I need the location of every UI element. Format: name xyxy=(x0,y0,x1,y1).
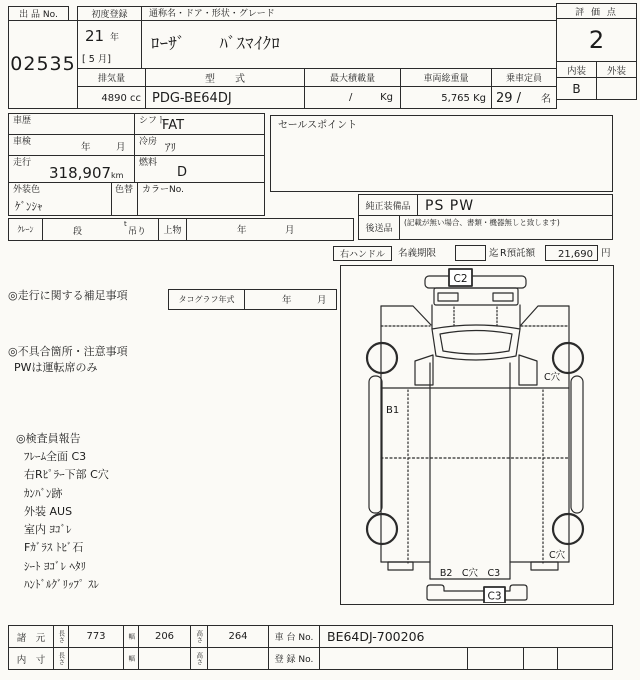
spec-length: 773 xyxy=(86,631,106,642)
vehicle-name-label: 通称名・ドア・形状・グレード xyxy=(149,9,275,19)
side-rail-left xyxy=(369,376,382,513)
inner-row-label-cell xyxy=(8,647,54,670)
model-code-label-box xyxy=(145,68,305,87)
after-sent-note-box xyxy=(399,215,613,240)
lot-number-box xyxy=(8,20,78,109)
score-value: 2 xyxy=(588,26,605,54)
interior-grade: B xyxy=(572,81,581,96)
crane-dan-label: 段 xyxy=(73,227,83,237)
first-registration-box xyxy=(77,20,142,69)
center-section-lines xyxy=(430,363,510,579)
shift-value: FAT xyxy=(162,118,185,133)
payload-label-box xyxy=(304,68,401,87)
rear-bumper-grade-label: C3 xyxy=(487,590,502,603)
displacement-value: 4890 cc xyxy=(101,93,141,104)
chassis-value-cell xyxy=(319,625,613,648)
tachograph-label: タコグラフ年式 xyxy=(178,295,235,304)
spec-width-cell xyxy=(138,625,191,648)
after-sent-label: 後送品 xyxy=(365,224,393,234)
registration-label-cell xyxy=(268,647,320,670)
capacity-value: 29 / xyxy=(496,91,522,106)
body-year-unit: 年 xyxy=(237,225,247,236)
model-code-box xyxy=(145,86,305,109)
left-side-damage-label: B1 xyxy=(386,405,400,416)
inspector-line: 室内 ﾖｺﾞﾚ xyxy=(24,523,72,536)
front-bumper-grade-label: C2 xyxy=(453,273,468,285)
spec-length-label-cell xyxy=(53,625,69,648)
displacement-label: 排気量 xyxy=(97,74,125,84)
first-registration-label: 初度登録 xyxy=(91,10,128,20)
score-box xyxy=(556,18,637,62)
spec-row-label: 諸 元 xyxy=(16,632,46,644)
payload-box xyxy=(304,86,401,109)
mud-flap-left xyxy=(388,562,413,570)
bus-diagram xyxy=(341,266,612,603)
steering-label: 右ハンドル xyxy=(339,250,385,260)
defects-title: ◎不具合箇所・注意事項 xyxy=(8,345,128,358)
exterior-color-cell xyxy=(8,182,112,216)
body-structure-label-cell xyxy=(158,218,187,241)
wheel-rear-right xyxy=(553,514,583,544)
payload-unit: Kg xyxy=(380,92,393,103)
registration-extra-cell xyxy=(467,647,524,670)
first-registration-year-unit: 年 xyxy=(110,33,120,43)
score-label-box xyxy=(556,3,637,19)
body-side-lines xyxy=(381,306,569,562)
tachograph-year-unit: 年 xyxy=(282,295,292,306)
interior-label: 内装 xyxy=(566,65,586,77)
damage-diagram-box xyxy=(340,265,614,605)
inspector-title: ◎検査員報告 xyxy=(16,432,81,445)
after-sent-note: (記載が無い場合、書類・機器無しと致します) xyxy=(404,218,560,227)
inner-length-cell xyxy=(68,647,124,670)
body-dotted-lines xyxy=(408,390,543,563)
mileage-label: 走行 xyxy=(13,158,32,168)
body-structure-label: 上物 xyxy=(163,226,182,236)
front-panel-shape xyxy=(434,288,518,305)
side-rail-right xyxy=(571,376,583,513)
crane-label-cell xyxy=(8,218,43,241)
first-registration-label-box xyxy=(77,6,142,21)
crane-tsuri-label: 吊り xyxy=(128,227,147,237)
height-label: 高さ xyxy=(195,652,204,665)
gvw-label: 車両総重量 xyxy=(423,74,469,84)
until-label: 迄 xyxy=(489,248,499,259)
ownership-deadline-label: 名義期限 xyxy=(398,248,437,259)
height-label: 高さ xyxy=(195,630,204,643)
width-label: 幅 xyxy=(127,633,136,640)
inspector-line: ｼｰﾄ ﾖｺﾞﾚ ﾍﾀﾘ xyxy=(24,560,86,573)
equipment-label-box xyxy=(358,194,418,216)
ac-value: ｱﾘ xyxy=(165,141,176,154)
equipment-value: PS PW xyxy=(425,198,475,214)
capacity-label: 乗車定員 xyxy=(505,74,542,84)
crane-label: ｸﾚｰﾝ xyxy=(17,225,34,234)
spec-height: 264 xyxy=(228,631,248,642)
crane-spec-cell xyxy=(42,218,159,241)
ac-label: 冷房 xyxy=(139,137,158,147)
mileage-unit: km xyxy=(111,171,124,180)
color-no-label: カラーNo. xyxy=(142,185,184,195)
inner-height-cell xyxy=(207,647,269,670)
displacement-box xyxy=(77,86,146,109)
sales-point-box xyxy=(270,115,613,192)
first-registration-year: 21 xyxy=(85,27,105,45)
spec-height-cell xyxy=(207,625,269,648)
spec-width: 206 xyxy=(154,631,175,642)
inner-width-cell xyxy=(138,647,191,670)
right-rear-damage-label: C穴 xyxy=(549,550,566,561)
score-label: 評 価 点 xyxy=(575,7,618,18)
inspector-line: 右Rﾋﾟﾗｰ下部 C穴 xyxy=(24,468,109,481)
inner-width-label-cell xyxy=(123,647,139,670)
step-right xyxy=(519,355,537,385)
body-shoulder-right xyxy=(521,306,569,325)
rear-panel-damage-label: B2 C穴 C3 xyxy=(439,568,501,579)
model-code: PDG-BE64DJ xyxy=(152,91,232,106)
interior-label-box xyxy=(556,61,597,78)
chassis-label: 車 台 No. xyxy=(274,633,314,643)
inspection-label: 車検 xyxy=(13,137,32,147)
capacity-unit: 名 xyxy=(541,94,551,105)
exterior-label: 外装 xyxy=(606,65,626,77)
after-sent-label-box xyxy=(358,215,400,240)
mileage-note-title: ◎走行に関する補足事項 xyxy=(8,289,128,302)
color-no-cell xyxy=(137,182,265,216)
exterior-color-label: 外装色 xyxy=(13,185,41,195)
payload-label: 最大積載量 xyxy=(329,74,375,84)
windshield-inner xyxy=(440,331,512,355)
registration-extra-cell xyxy=(523,647,558,670)
width-label: 幅 xyxy=(127,655,136,662)
tachograph-month-unit: 月 xyxy=(317,295,327,306)
equipment-value-box xyxy=(417,194,613,216)
lot-number: 02535 xyxy=(10,53,76,75)
shift-cell xyxy=(134,113,265,135)
body-shoulder-left xyxy=(381,306,431,325)
spec-width-label-cell xyxy=(123,625,139,648)
gvw-box xyxy=(400,86,492,109)
wheel-front-left xyxy=(367,343,397,373)
body-structure-date-cell xyxy=(186,218,354,241)
displacement-label-box xyxy=(77,68,146,87)
inspector-line: Fｶﾞﾗｽ ﾄﾋﾞ石 xyxy=(24,541,84,554)
front-vent-right xyxy=(493,293,513,301)
length-label: 長さ xyxy=(57,630,66,643)
exterior-grade-box xyxy=(596,77,637,100)
body-month-unit: 月 xyxy=(285,225,295,236)
inspection-cell xyxy=(8,134,135,156)
payload-slash: / xyxy=(349,92,353,103)
spec-length-cell xyxy=(68,625,124,648)
wheel-front-right xyxy=(553,343,583,373)
sales-point-label: セールスポイント xyxy=(278,120,358,131)
yen-label: 円 xyxy=(601,248,611,259)
deposit-label: R預託額 xyxy=(500,248,536,259)
ownership-deadline-box xyxy=(455,245,486,261)
front-vent-left xyxy=(438,293,458,301)
model-code-label: 型 式 xyxy=(205,74,245,85)
cab-dotted-lines xyxy=(454,307,497,327)
history-label: 車歴 xyxy=(13,116,32,126)
first-registration-month: [ 5 月] xyxy=(82,54,111,65)
inspector-line: 外装 AUS xyxy=(24,505,73,518)
shift-label: シフト xyxy=(139,116,167,126)
gvw-value: 5,765 Kg xyxy=(441,93,486,104)
ac-cell xyxy=(134,134,265,156)
history-cell xyxy=(8,113,135,135)
vehicle-name-label-box xyxy=(141,6,557,21)
gvw-label-box xyxy=(400,68,492,87)
inspector-line: ﾊﾝﾄﾞﾙｸﾞﾘｯﾌﾟ ｽﾚ xyxy=(24,578,99,591)
wheel-rear-left xyxy=(367,514,397,544)
lot-number-label-box xyxy=(8,6,69,21)
crane-ton-label: t xyxy=(124,220,127,228)
inner-row-label: 内 寸 xyxy=(16,654,46,666)
inspection-month-unit: 月 xyxy=(116,142,126,153)
registration-value-cell xyxy=(319,647,468,670)
capacity-label-box xyxy=(491,68,557,87)
mud-flap-right xyxy=(531,562,558,570)
lot-number-label: 出 品 No. xyxy=(19,10,58,20)
inspector-line: ﾌﾚｰﾑ全面 C3 xyxy=(24,450,87,463)
inner-height-label-cell xyxy=(190,647,208,670)
deposit-box xyxy=(545,245,598,261)
inner-length-label-cell xyxy=(53,647,69,670)
fuel-label: 燃料 xyxy=(139,158,158,168)
interior-grade-box xyxy=(556,77,597,100)
front-bumper-shape xyxy=(425,276,526,288)
tachograph-box xyxy=(168,289,337,310)
right-front-damage-label: C穴 xyxy=(544,372,561,383)
tachograph-label-cell xyxy=(169,290,245,309)
spec-height-label-cell xyxy=(190,625,208,648)
capacity-box xyxy=(491,86,557,109)
spec-row-label-cell xyxy=(8,625,54,648)
fuel-value: D xyxy=(177,165,188,180)
exterior-color-value: ｹﾞﾝｼｬ xyxy=(15,200,43,213)
vehicle-name-box xyxy=(141,20,557,69)
registration-label: 登 録 No. xyxy=(274,655,314,665)
inspection-year-unit: 年 xyxy=(81,142,91,153)
defect-line: PWは運転席のみ xyxy=(14,361,98,374)
equipment-label: 純正装備品 xyxy=(365,201,411,212)
length-label: 長さ xyxy=(57,652,66,665)
mileage-value: 318,907 xyxy=(49,164,112,182)
rear-bumper-shape xyxy=(427,585,527,600)
fuel-cell xyxy=(134,155,265,183)
color-change-label: 色替 xyxy=(115,185,134,195)
color-change-cell xyxy=(111,182,138,216)
chassis-label-cell xyxy=(268,625,320,648)
vehicle-name: ﾛｰｻﾞ ﾊﾞｽﾏｲｸﾛ xyxy=(151,34,281,53)
exterior-label-box xyxy=(596,61,637,78)
chassis-number: BE64DJ-700206 xyxy=(327,629,425,644)
inspector-line: ｶﾝﾊﾞﾝ跡 xyxy=(24,487,63,500)
registration-extra-cell xyxy=(557,647,613,670)
mileage-cell xyxy=(8,155,135,183)
steering-box xyxy=(333,246,392,261)
deposit-value: 21,690 xyxy=(558,249,593,260)
